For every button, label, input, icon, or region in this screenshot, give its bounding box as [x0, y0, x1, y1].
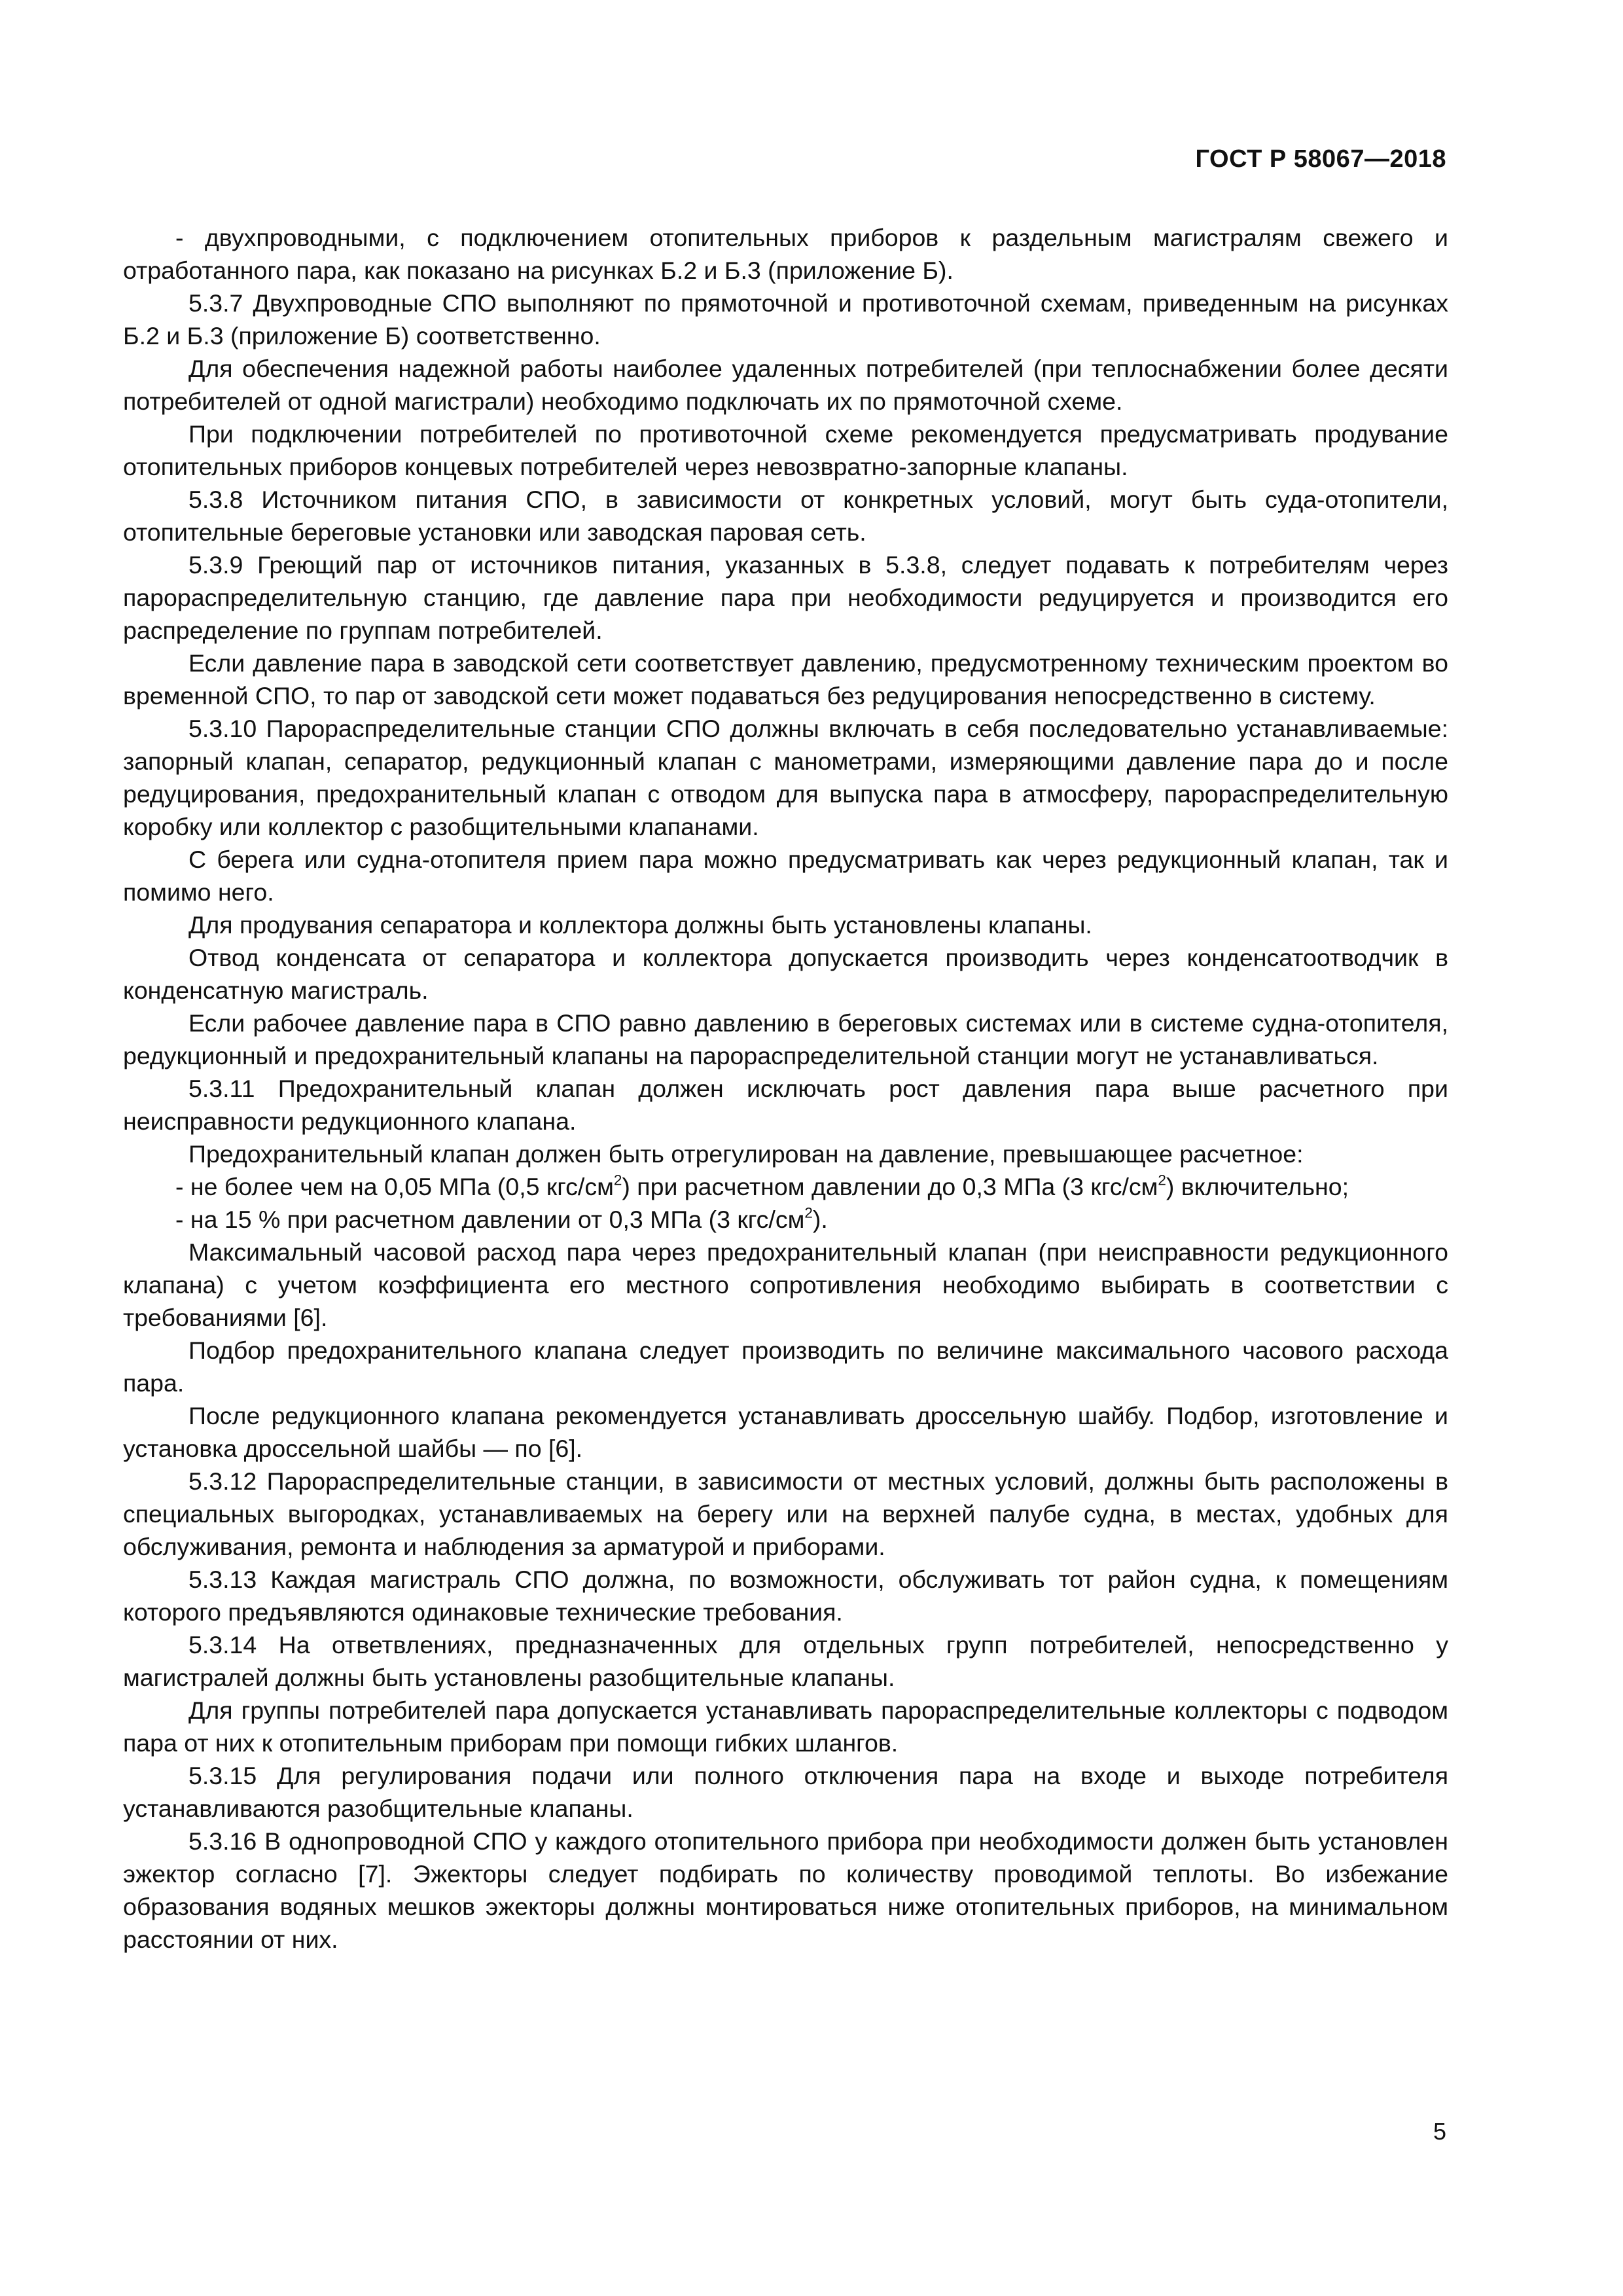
- list-item-text: ) при расчетном давлении до 0,3 МПа (3 кгс/см: [622, 1173, 1158, 1200]
- paragraph-5-3-8: 5.3.8 Источником питания СПО, в зависимости от конкретных условий, могут быть суда-отопители, отопительные береговые установки или заводская паровая сеть.: [123, 486, 1448, 546]
- paragraph: Если рабочее давление пара в СПО равно давлению в береговых системах или в системе судна-отопителя, редукционный и предохранительный клапаны на парораспределительной станции могут не устанавливаться.: [123, 1009, 1448, 1069]
- paragraph-5-3-9: 5.3.9 Греющий пар от источников питания, указанных в 5.3.8, следует подавать к потребителям через парораспределительную станцию, где давление пара при необходимости редуцируется и производится его распределение по группам потребителей.: [123, 551, 1448, 644]
- paragraph-5-3-16: 5.3.16 В однопроводной СПО у каждого отопительного прибора при необходимости должен быть установлен эжектор согласно [7]. Эжекторы следует подбирать по количеству проводимой теплоты. Во избежание образования водяных мешков эжекторы должны монтироваться ниже отопительных приборов, на минимальном расстоянии от них.: [123, 1827, 1448, 1953]
- paragraph: Для группы потребителей пара допускается устанавливать парораспределительные коллекторы с подводом пара от них к отопительным приборам при помощи гибких шлангов.: [123, 1696, 1448, 1757]
- paragraph-5-3-7: 5.3.7 Двухпроводные СПО выполняют по прямоточной и противоточной схемам, приведенным на рисунках Б.2 и Б.3 (приложение Б) соответственно.: [123, 289, 1448, 350]
- paragraph: Для продувания сепаратора и коллектора должны быть установлены клапаны.: [188, 911, 1092, 939]
- paragraph: Подбор предохранительного клапана следует производить по величине максимального часового расхода пара.: [123, 1336, 1448, 1397]
- superscript: 2: [804, 1204, 813, 1221]
- paragraph: С берега или судна-отопителя прием пара можно предусматривать как через редукционный клапан, так и помимо него.: [123, 846, 1448, 906]
- document-code-header: ГОСТ Р 58067—2018: [1195, 145, 1446, 173]
- list-item-two-pipe: - двухпроводными, с подключением отопительных приборов к раздельным магистралям свежего и отработанного пара, как показано на рисунках Б.2 и Б.3 (приложение Б).: [123, 224, 1448, 284]
- paragraph: Предохранительный клапан должен быть отрегулирован на давление, превышающее расчетное:: [188, 1140, 1304, 1168]
- paragraph-5-3-12: 5.3.12 Парораспределительные станции, в зависимости от местных условий, должны быть расположены в специальных выгородках, устанавливаемых на берегу или на верхней палубе судна, в местах, удобных для обслуживания, ремонта и наблюдения за арматурой и приборами.: [123, 1467, 1448, 1560]
- superscript: 2: [613, 1172, 622, 1189]
- superscript: 2: [1158, 1172, 1166, 1189]
- paragraph-5-3-14: 5.3.14 На ответвлениях, предназначенных для отдельных групп потребителей, непосредственно у магистралей должны быть установлены разобщительные клапаны.: [123, 1631, 1448, 1691]
- paragraph: Отвод конденсата от сепаратора и коллектора допускается производить через конденсатоотводчик в конденсатную магистраль.: [123, 944, 1448, 1004]
- list-item-text: - на 15 % при расчетном давлении от 0,3 МПа (3 кгс/см: [175, 1206, 805, 1233]
- paragraph: Если давление пара в заводской сети соответствует давлению, предусмотренному техническим проектом во временной СПО, то пар от заводской сети может подаваться без редуцирования непосредственно в систему.: [123, 649, 1448, 709]
- paragraph: При подключении потребителей по противоточной схеме рекомендуется предусматривать продувание отопительных приборов концевых потребителей через невозвратно-запорные клапаны.: [123, 420, 1448, 480]
- list-item-pressure-percent: [123, 1203, 1448, 1236]
- list-item-text: ).: [812, 1206, 828, 1233]
- paragraph: Максимальный часовой расход пара через предохранительный клапан (при неисправности редукционного клапана) с учетом коэффициента его местного сопротивления необходимо выбирать в соответствии с требованиями [6].: [123, 1238, 1448, 1331]
- paragraph-5-3-10: 5.3.10 Парораспределительные станции СПО должны включать в себя последовательно устанавливаемые: запорный клапан, сепаратор, редукционный клапан с манометрами, измеряющими давление пара до и после редуцирования, предохранительный клапан с отводом для выпуска пара в атмосферу, парораспределительную коробку или коллектор с разобщительными клапанами.: [123, 715, 1448, 840]
- document-body: [123, 221, 1448, 1956]
- paragraph-5-3-15: 5.3.15 Для регулирования подачи или полного отключения пара на входе и выходе потребителя устанавливаются разобщительные клапаны.: [123, 1762, 1448, 1822]
- list-item-text: - не более чем на 0,05 МПа (0,5 кгс/см: [175, 1173, 614, 1200]
- paragraph: После редукционного клапана рекомендуется устанавливать дроссельную шайбу. Подбор, изготовление и установка дроссельной шайбы — по [6].: [123, 1402, 1448, 1462]
- paragraph-5-3-11: 5.3.11 Предохранительный клапан должен исключать рост давления пара выше расчетного при неисправности редукционного клапана.: [123, 1075, 1448, 1135]
- paragraph-5-3-13: 5.3.13 Каждая магистраль СПО должна, по возможности, обслуживать тот район судна, к помещениям которого предъявляются одинаковые технические требования.: [123, 1566, 1448, 1626]
- paragraph: Для обеспечения надежной работы наиболее удаленных потребителей (при теплоснабжении более десяти потребителей от одной магистрали) необходимо подключать их по прямоточной схеме.: [123, 355, 1448, 415]
- list-item-text: ) включительно;: [1166, 1173, 1349, 1200]
- page-number: 5: [1433, 2118, 1446, 2145]
- list-item-pressure-limit: [123, 1170, 1448, 1203]
